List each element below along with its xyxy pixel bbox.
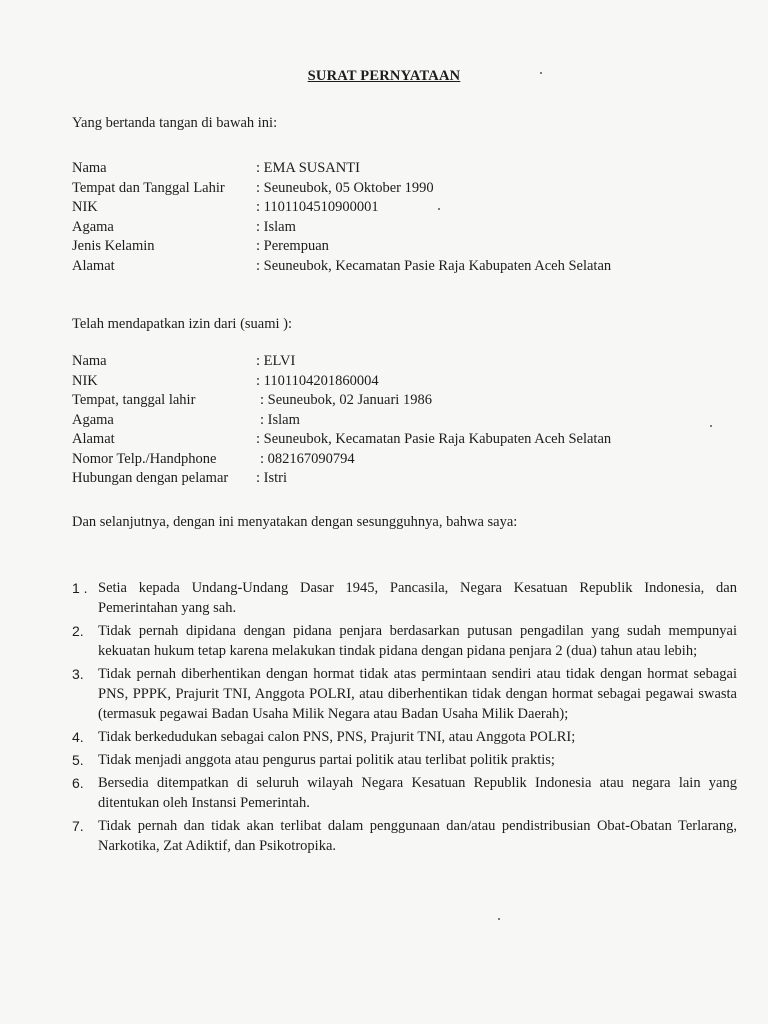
field-label: NIK (72, 372, 98, 389)
list-item (72, 727, 737, 747)
field-label: Nama (72, 353, 107, 369)
scan-speck (710, 425, 712, 427)
list-item (72, 578, 737, 618)
field-label: NIK (72, 199, 98, 215)
item-number: 6. (72, 775, 84, 791)
item-number: 4. (72, 729, 84, 745)
item-text: Tidak berkedudukan sebagai calon PNS, PNS, Prajurit TNI, atau Anggota POLRI; (98, 729, 576, 745)
field-value: : 082167090794 (260, 450, 355, 467)
field-value: : Islam (260, 411, 300, 428)
field-label: Tempat dan Tanggal Lahir (72, 179, 225, 196)
statement-intro: Dan selanjutnya, dengan ini menyatakan dengan sesungguhnya, bahwa saya: (72, 514, 518, 530)
field-value: : Islam (256, 218, 296, 235)
scan-speck (498, 918, 500, 920)
field-label: Alamat (72, 431, 115, 447)
statement-list (72, 578, 737, 859)
list-item (72, 750, 737, 770)
field-value: : Seuneubok, Kecamatan Pasie Raja Kabupaten Aceh Selatan (256, 431, 612, 447)
field-value: : EMA SUSANTI (256, 160, 360, 176)
list-item (72, 816, 737, 856)
item-number: 5. (72, 752, 84, 768)
field-label: Hubungan dengan pelamar (72, 470, 229, 486)
field-value: : 1101104510900001 (256, 199, 379, 215)
field-value: : Seuneubok, 02 Januari 1986 (260, 392, 432, 408)
list-item (72, 664, 737, 724)
field-value: : Perempuan (256, 238, 329, 254)
item-text: Tidak pernah dipidana dengan pidana penjara berdasarkan putusan pengadilan yang sudah mempunyai kekuatan hukum tetap karena melakukan tindak pidana dengan pidana penjara 2 (dua) tahun atau lebih; (98, 623, 737, 659)
field-value: : Seuneubok, 05 Oktober 1990 (256, 179, 434, 196)
permission-intro: Telah mendapatkan izin dari (suami ): (72, 316, 293, 332)
field-value: : 1101104201860004 (256, 372, 379, 389)
item-number: 3. (72, 666, 84, 682)
field-value: : Seuneubok, Kecamatan Pasie Raja Kabupaten Aceh Selatan (256, 257, 612, 274)
item-text: Tidak pernah diberhentikan dengan hormat tidak atas permintaan sendiri atau tidak dengan hormat sebagai PNS, PPPK, Prajurit TNI, Anggota POLRI, atau diberhentikan tidak dengan hormat sebagai pegawai swasta (termasuk pegawai Badan Usaha Milik Negara atau Badan Usaha Milik Daerah); (98, 666, 737, 722)
item-text: Tidak pernah dan tidak akan terlibat dalam penggunaan dan/atau pendistribusian Obat-Obatan Terlarang, Narkotika, Zat Adiktif, dan Psikotropika. (98, 818, 737, 854)
field-label: Jenis Kelamin (72, 238, 155, 254)
field-value: : Istri (256, 470, 288, 486)
item-text: Bersedia ditempatkan di seluruh wilayah Negara Kesatuan Republik Indonesia atau negara lain yang ditentukan oleh Instansi Pemerintah. (98, 775, 737, 811)
field-label: Tempat, tanggal lahir (72, 392, 196, 408)
field-label: Nomor Telp./Handphone (72, 450, 217, 467)
field-label: Nama (72, 160, 107, 176)
document-title: SURAT PERNYATAAN (307, 68, 461, 84)
field-value: : ELVI (256, 353, 296, 369)
scan-speck (540, 72, 542, 74)
item-number: 1 . (72, 580, 88, 596)
list-item (72, 773, 737, 813)
item-text: Setia kepada Undang-Undang Dasar 1945, Pancasila, Negara Kesatuan Republik Indonesia, dan Pemerintahan yang sah. (98, 580, 737, 616)
scan-speck (438, 208, 440, 210)
field-label: Alamat (72, 257, 115, 274)
field-label: Agama (72, 411, 114, 428)
intro-text: Yang bertanda tangan di bawah ini: (72, 115, 278, 131)
item-number: 7. (72, 818, 84, 834)
field-label: Agama (72, 218, 114, 235)
item-text: Tidak menjadi anggota atau pengurus partai politik atau terlibat politik praktis; (98, 752, 555, 768)
list-item (72, 621, 737, 661)
item-number: 2. (72, 623, 84, 639)
